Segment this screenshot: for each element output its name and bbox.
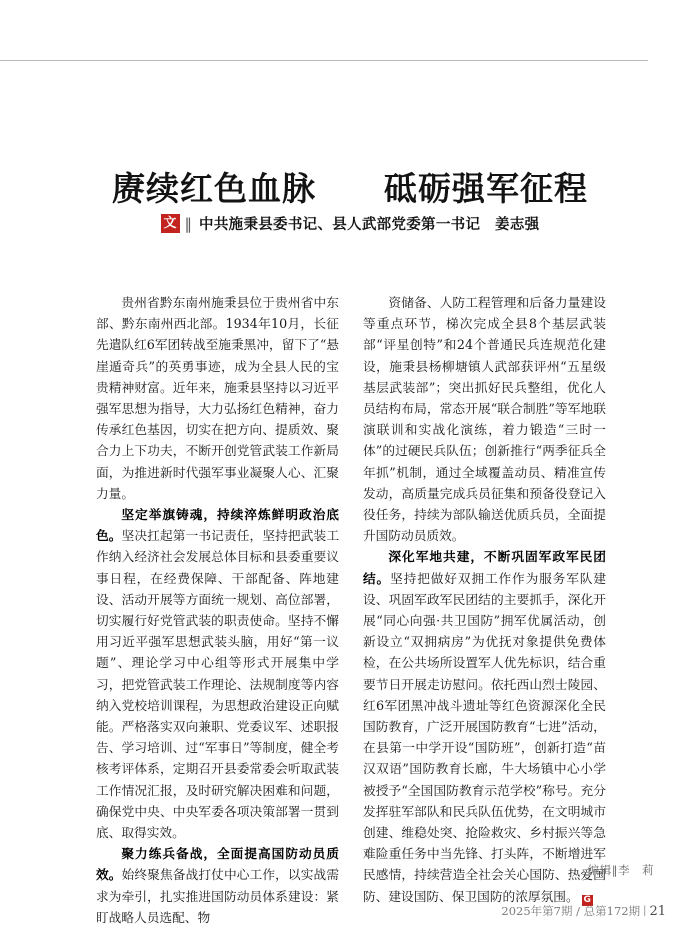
byline-separator-icon: ‖: [184, 214, 193, 233]
footer-issue-info: [487, 889, 666, 933]
byline-author: 中共施秉县委书记、县人武部党委第一书记 姜志强: [199, 217, 540, 233]
column-right: [363, 292, 606, 928]
issue-text: 2025年第7期 / 总第172期: [501, 904, 641, 918]
paragraph-text: 贵州省黔东南州施秉县位于贵州省中东部、黔东南州西北部。1934年10月，长征先遣队红6军团转战至施秉黑冲，留下了“悬崖遁奇兵”的英勇事迹，成为全县人民的宝贵精神财富。近年来，施秉县坚持以习近平强军思想为指导，大力弘扬红色精神，奋力传承红色基因，切实在把方向、提质效、聚合力上下功夫，不断开创党管武装工作新局面，为推进新时代强军事业凝聚人心、汇聚力量。: [96, 295, 339, 501]
footer-editor-credit: 编辑‖李 莉: [587, 863, 654, 877]
paragraph: [363, 292, 606, 546]
header-divider: [0, 60, 648, 61]
page-number: 21: [649, 904, 666, 919]
footer-separator-icon: ∣: [643, 904, 647, 918]
column-left: [96, 292, 339, 928]
paragraph: [363, 546, 606, 906]
paragraph-lead: 坚定举旗铸魂，持续淬炼鲜明政治底色。: [96, 507, 339, 544]
article-body: [96, 292, 606, 928]
paragraph-text: 始终聚焦备战打仗中心工作，以实战需求为牵引，扎实推进国防动员体系建设：紧盯战略人员选配、物: [96, 867, 340, 925]
paragraph-text: 坚持把做好双拥工作作为服务军队建设、巩固军政军民团结的主要抓手，深化开展“同心向强·共卫国防”拥军优属活动，创新设立“双拥病房”为优抚对象提供免费体检，在公共场所设置军人优先标识，结合重要节日开展走访慰问。依托西山烈士陵园、红6军团黑冲战斗遗址等红色资源深化全民国防教育，广泛开展国防教育“七进”活动，在县第一中学开设“国防班”，创新打造“苗汉双语”国防教育长廊，牛大场镇中心小学被授予“全国国防教育示范学校”称号。充分发挥驻军部队和民兵队伍优势，在文明城市创建、维稳处突、抢险救灾、乡村振兴等急难险重任务中当先锋、打头阵，不断增进军民感情，持续营造全社会关心国防、热爱国防、建设国防、保卫国防的浓厚氛围。: [363, 570, 607, 904]
author-label-badge: 文: [161, 214, 180, 233]
paragraph: [96, 843, 339, 928]
paragraph-lead: 深化军地共建，不断巩固军政军民团结。: [363, 549, 606, 586]
paragraph: [96, 292, 339, 504]
paragraph: [96, 504, 339, 843]
paragraph-lead: 聚力练兵备战，全面提高国防动员质效。: [96, 846, 339, 883]
end-mark-icon: G: [583, 894, 591, 905]
page-title: 赓续红色血脉 砥砺强军征程: [112, 169, 588, 209]
paragraph-text: 资储备、人防工程管理和后备力量建设等重点环节，梯次完成全县8个基层武装部“评星创特”和24个普通民兵连规范化建设，施秉县杨柳塘镇人武部获评州“五星级基层武装部”；突出抓好民兵整组，优化人员结构布局，常态开展“联合制胜”等军地联演联训和实战化演练，着力锻造“三时一体”的过硬民兵队伍；创新推行“两季征兵全年抓”机制，通过全域覆盖动员、精准宣传发动，高质量完成兵员征集和预备役登记入役任务，持续为部队输送优质兵员，全面提升国防动员质效。: [363, 295, 606, 544]
paragraph-text: 坚决扛起第一书记责任，坚持把武装工作纳入经济社会发展总体目标和县委重要议事日程，在经费保障、干部配备、阵地建设、活动开展等方面统一规划、高位部署，切实履行好党管武装的职责使命。坚持不懈用习近平强军思想武装头脑，用好“第一议题”、理论学习中心组等形式开展集中学习，把党管武装工作理论、法规制度等内容纳入党校培训课程，为思想政治建设正向赋能。严格落实双向兼职、党委议军、述职报告、学习培训、过“军事日”等制度，健全考核考评体系，定期召开县委常委会听取武装工作情况汇报，及时研究解决困难和问题，确保党中央、中央军委各项决策部署一贯到底、取得实效。: [96, 528, 340, 841]
byline: [0, 213, 700, 234]
